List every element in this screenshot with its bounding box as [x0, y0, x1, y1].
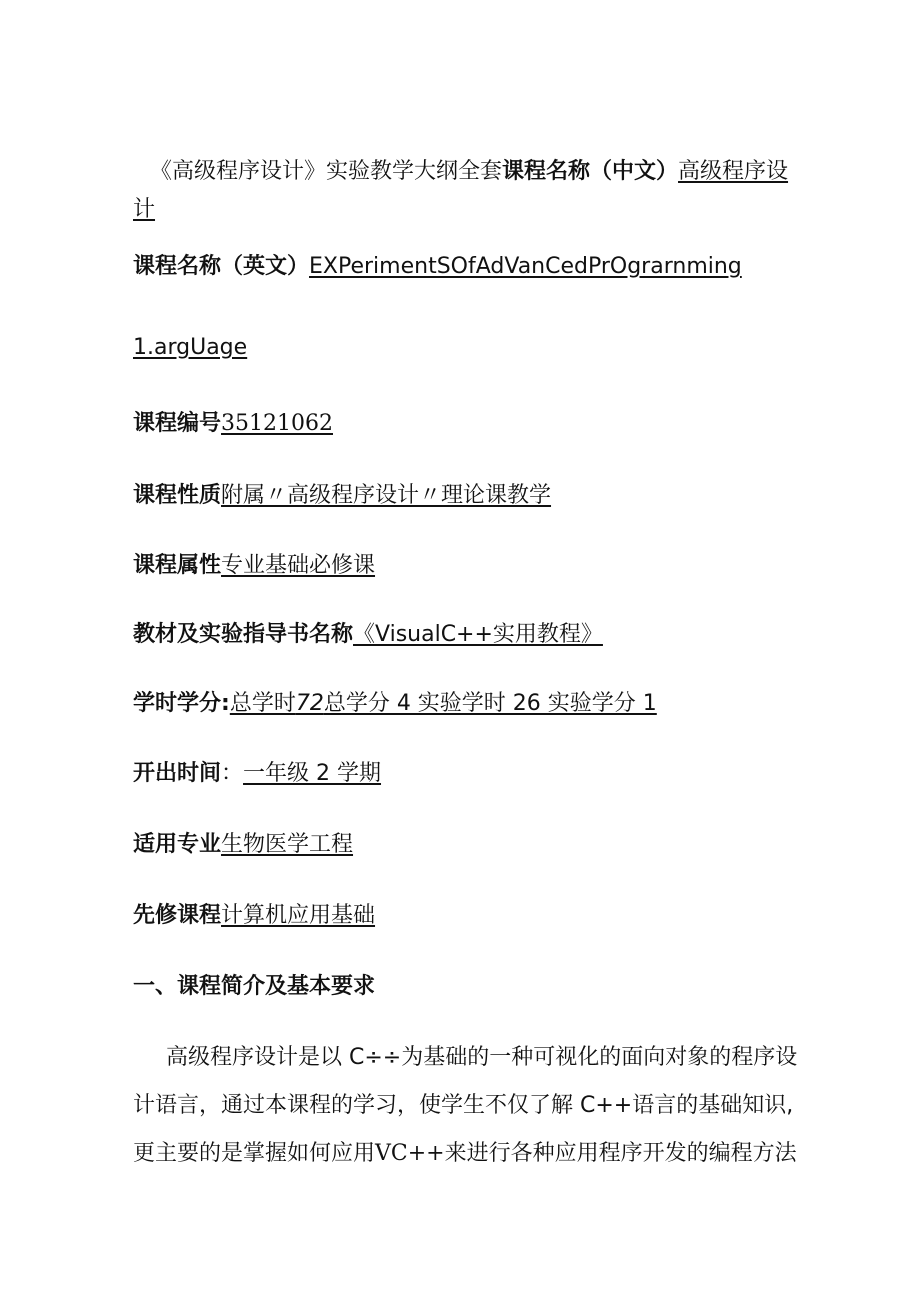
prerequisite-label: 先修课程 — [133, 903, 222, 928]
paragraph-line-1: 高级程序设计是以 C÷÷为基础的一种可视化的面向对象的程序设 — [166, 1045, 798, 1070]
document-title: 《高级程序设计》实验教学大纲全套 — [150, 159, 503, 184]
course-name-cn-label: 课程名称（中文） — [502, 159, 679, 184]
paragraph-line-3-part-c: 来进行各种应用程序开发的编程方法 — [444, 1141, 797, 1166]
course-name-en-value: EXPerimentSOfAdVanCedPrOgrarnming — [309, 254, 742, 279]
course-nature-line — [133, 481, 551, 511]
section-heading: 一、课程简介及基本要求 — [133, 974, 376, 999]
title-line — [150, 157, 788, 187]
prerequisite-line — [133, 901, 375, 931]
offering-time-value: 一年级 2 学期 — [243, 761, 382, 786]
course-name-en-line-continued — [133, 333, 247, 363]
title-line-continued — [133, 195, 155, 225]
total-hours-value: 72 — [295, 691, 324, 716]
course-name-cn-value-continued: 计 — [133, 197, 156, 222]
paragraph-line-3 — [133, 1132, 797, 1176]
textbook-value: 《VisualC++实用教程》 — [353, 622, 603, 647]
course-attribute-line — [133, 551, 375, 581]
course-nature-value: 附属〃高级程序设计〃理论课教学 — [221, 483, 552, 508]
course-attribute-value: 专业基础必修课 — [221, 553, 376, 578]
offering-time-label: 开出时间 — [133, 761, 222, 786]
textbook-label: 教材及实验指导书名称 — [133, 622, 354, 647]
prerequisite-value: 计算机应用基础 — [221, 903, 376, 928]
course-name-en-line — [133, 252, 742, 282]
applicable-major-value: 生物医学工程 — [221, 832, 354, 857]
course-nature-label: 课程性质 — [133, 483, 222, 508]
course-name-en-label: 课程名称（英文） — [133, 254, 310, 279]
course-attribute-label: 课程属性 — [133, 553, 222, 578]
applicable-major-label: 适用专业 — [133, 832, 222, 857]
course-name-cn-value: 高级程序设 — [678, 159, 789, 184]
paragraph-line-2: 计语言，通过本课程的学习，使学生不仅了解 C++语言的基础知识, — [133, 1093, 794, 1118]
paragraph-line-3-part-b: VC++ — [375, 1141, 445, 1166]
paragraph-line-3-part-a: 更主要的是掌握如何应用 — [133, 1141, 376, 1166]
offering-time-line — [133, 759, 381, 789]
offering-time-separator: ： — [221, 761, 244, 786]
applicable-major-line — [133, 830, 353, 860]
course-code-label: 课程编号 — [133, 411, 222, 436]
credits-detail: 总学分 4 实验学时 26 实验学分 1 — [323, 691, 657, 716]
course-code-value: 35121062 — [221, 411, 333, 436]
course-code-line — [133, 409, 333, 439]
hours-credits-line — [133, 689, 657, 719]
textbook-line — [133, 620, 603, 650]
total-hours-label: 总学时 — [229, 691, 296, 716]
course-name-en-value-continued: 1.argUage — [133, 335, 248, 360]
hours-credits-label: 学时学分: — [133, 691, 230, 716]
